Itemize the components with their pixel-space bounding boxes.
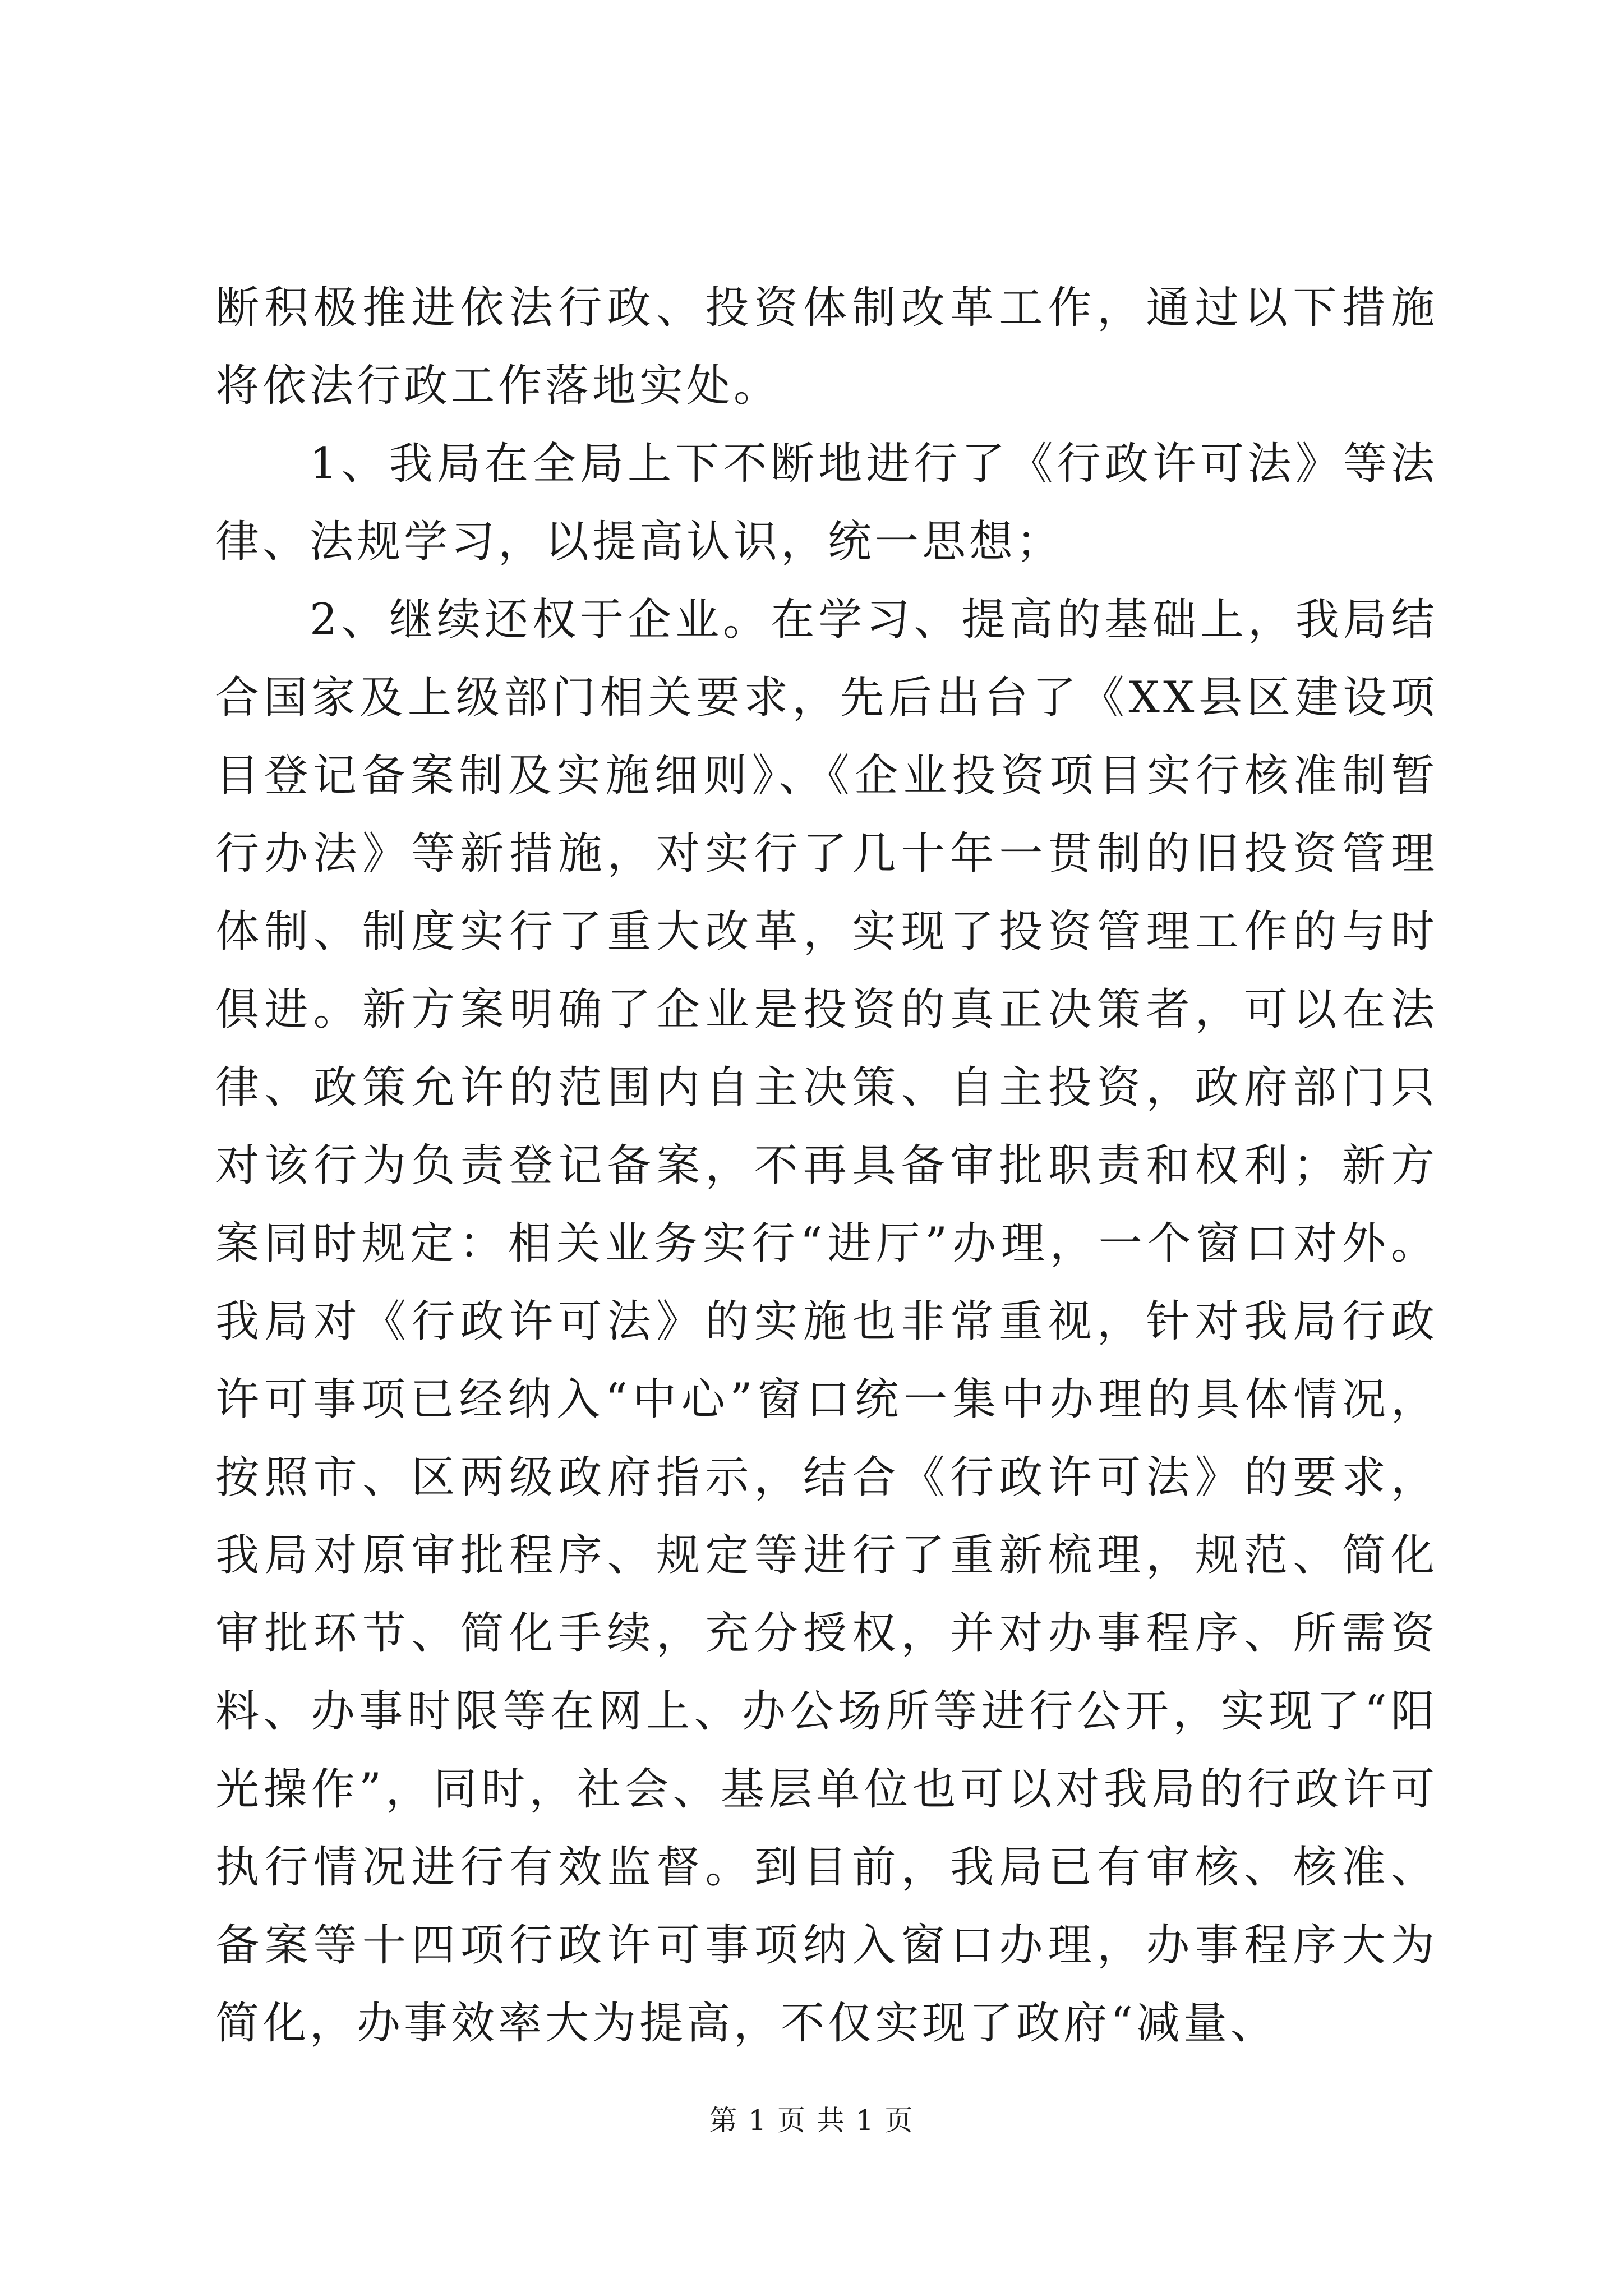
document-body [215,269,1438,2063]
paragraph-continuation: 断积极推进依法行政、投资体制改革工作，通过以下措施将依法行政工作落地实处。 [215,283,1438,411]
page-footer: 第 1 页 共 1 页 [709,2104,914,2137]
paragraph-item-1: 1、我局在全局上下不断地进行了《行政许可法》等法律、法规学习，以提高认识，统一思想； [215,439,1438,567]
paragraph-item-2: 2、继续还权于企业。在学习、提高的基础上，我局结合国家及上级部门相关要求，先后出台了《XX县区建设项目登记备案制及实施细则》、《企业投资项目实行核准制暂行办法》等新措施，对实行了几十年一贯制的旧投资管理体制、制度实行了重大改革，实现了投资管理工作的与时俱进。新方案明确了企业是投资的真正决策者，可以在法律、政策允许的范围内自主决策、自主投资，政府部门只对该行为负责登记备案，不再具备审批职责和权利；新方案同时规定：相关业务实行“进厅”办理，一个窗口对外。我局对《行政许可法》的实施也非常重视，针对我局行政许可事项已经纳入“中心”窗口统一集中办理的具体情况，按照市、区两级政府指示，结合《行政许可法》的要求，我局对原审批程序、规定等进行了重新梳理，规范、简化审批环节、简化手续，充分授权，并对办事程序、所需资料、办事时限等在网上、办公场所等进行公开，实现了“阳光操作”，同时，社会、基层单位也可以对我局的行政许可执行情况进行有效监督。到目前，我局已有审核、核准、备案等十四项行政许可事项纳入窗口办理，办事程序大为简化，办事效率大为提高，不仅实现了政府“减量、 [215,595,1438,2049]
